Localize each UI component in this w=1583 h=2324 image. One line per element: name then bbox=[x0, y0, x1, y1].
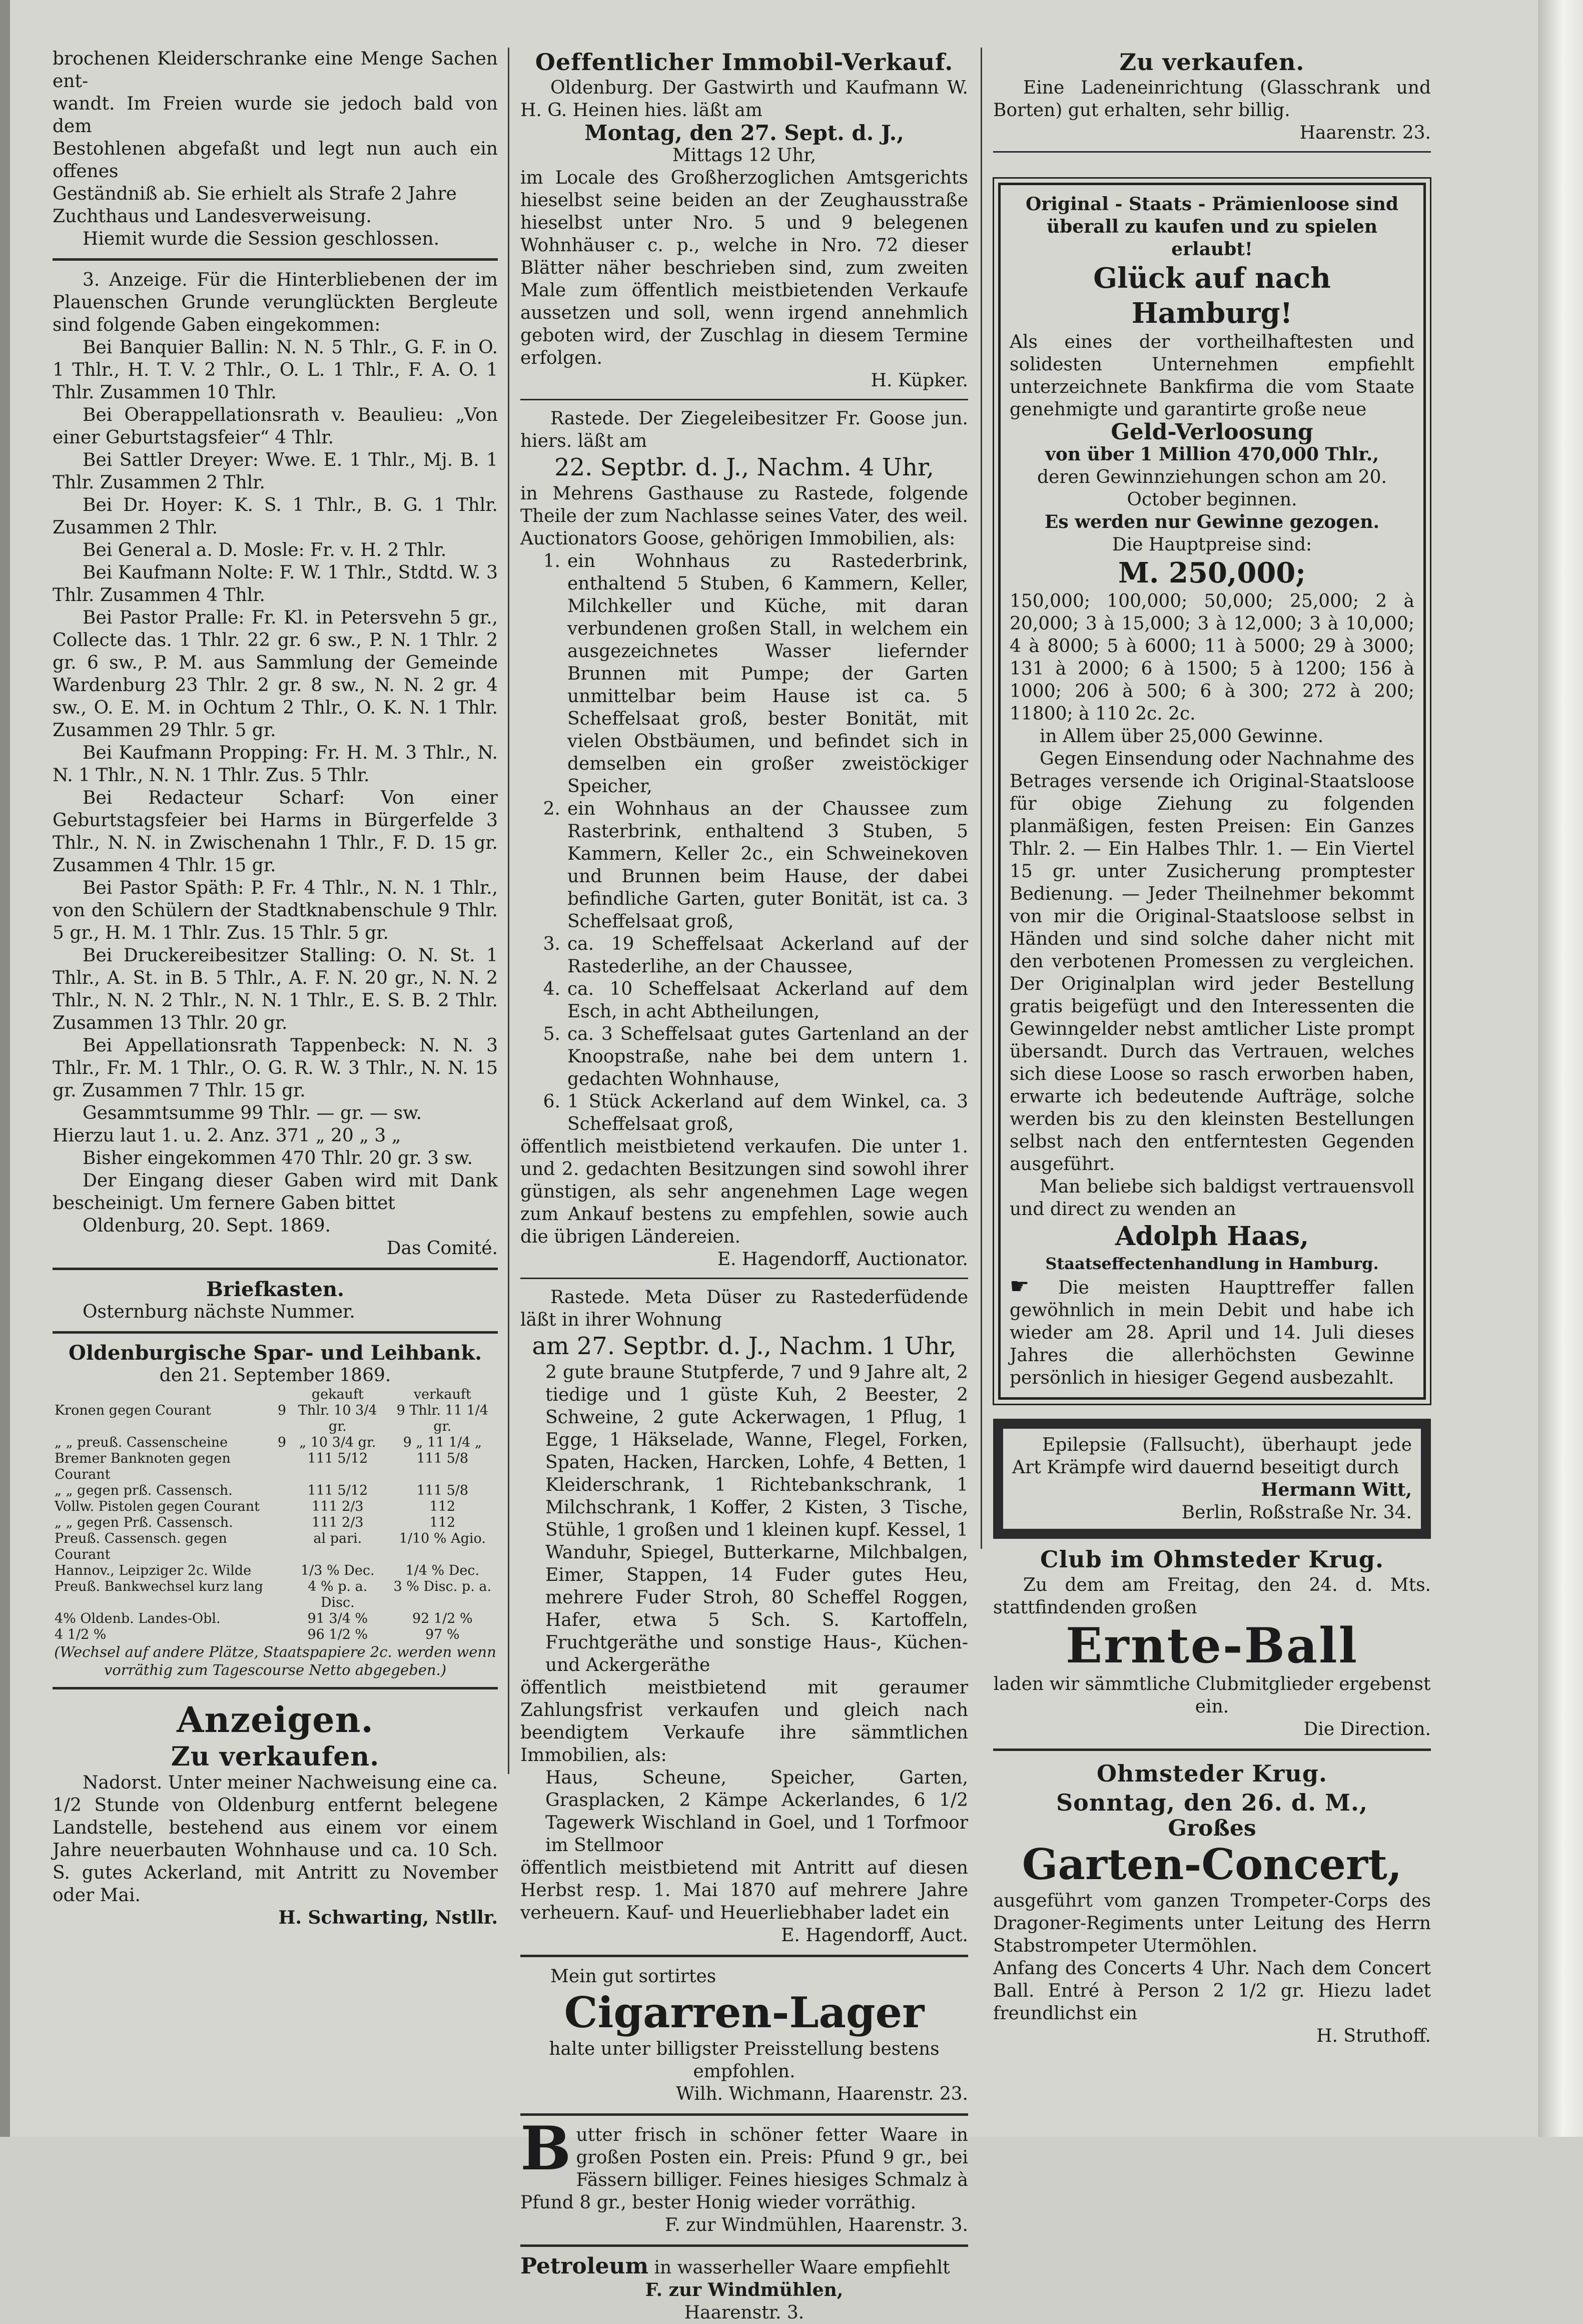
lottery-title: Glück auf nach Hamburg! bbox=[1093, 262, 1331, 330]
divider bbox=[520, 2244, 968, 2247]
list-item-text: ca. 3 Scheffelsaat gutes Gartenland an der Knoopstraße, nahe bei dem untern 1. gedachten Wohnhause, bbox=[567, 1024, 968, 1089]
lottery-top-prize: M. 250,000; bbox=[1118, 556, 1306, 590]
divider bbox=[53, 258, 498, 261]
table-row bbox=[53, 1515, 498, 1531]
donation-entry: Bei Oberappellationsrath v. Beaulieu: „Von einer Geburtstagsfeier“ 4 Thlr. bbox=[53, 405, 498, 448]
cigar-text: halte unter billigster Preisstellung bestens empfohlen. bbox=[549, 2039, 940, 2082]
lottery-intro: Als eines der vortheilhaftesten und solidesten Unternehmen empfiehlt unterzeichnete Bankfirma die vom Staate genehmigte und garantirte große neue bbox=[1010, 332, 1414, 420]
table-cell: „ „ gegen Prß. Cassensch. bbox=[55, 1515, 233, 1530]
table-cell: 9 Thlr. 11 1/4 gr. bbox=[396, 1403, 488, 1434]
rastede1-signature: E. Hagendorff, Auctionator. bbox=[717, 1249, 968, 1270]
list-item bbox=[520, 978, 968, 1023]
table-cell: Preuß. Cassensch. gegen Courant bbox=[55, 1531, 227, 1562]
column-2 bbox=[520, 48, 968, 2324]
list-item-number: 5. bbox=[543, 1024, 560, 1044]
divider bbox=[520, 2113, 968, 2116]
list-item-number: 2. bbox=[543, 799, 560, 819]
lottery-note: Die meisten Haupttreffer fallen gewöhnlich in mein Debit und habe ich wieder am 28. April und 14. Juli dieses Jahres die allerhöchsten Gewinne persönlich in hiesiger Gegend ausbezahlt. bbox=[1010, 1278, 1414, 1388]
lottery-headline: Original - Staats - Prämienloose sind überall zu kaufen und zu spielen erlaubt! bbox=[1025, 194, 1399, 260]
total-line: Gesammtsumme 99 Thlr. — gr. — sw. bbox=[83, 1103, 422, 1123]
table-row bbox=[53, 1483, 498, 1499]
list-item-text: 1 Stück Ackerland auf dem Winkel, ca. 3 Scheffelsaat groß, bbox=[567, 1091, 968, 1134]
club-title: Club im Ohmsteder Krug. bbox=[1040, 1546, 1384, 1573]
table-cell: 111 2/3 bbox=[312, 1515, 364, 1530]
table-cell: 3 % Disc. p. a. bbox=[393, 1579, 492, 1594]
club-event: Ernte-Ball bbox=[1065, 1617, 1359, 1674]
table-cell bbox=[276, 1483, 288, 1499]
table-cell bbox=[276, 1563, 288, 1579]
list-item-text: ca. 19 Scheffelsaat Ackerland auf der Rastederlihe, an der Chaussee, bbox=[567, 934, 968, 977]
rastede2-date: am 27. Septbr. d. J., Nachm. 1 Uhr, bbox=[532, 1332, 957, 1360]
list-item-text: ca. 10 Scheffelsaat Ackerland auf dem Esch, in acht Abtheilungen, bbox=[567, 979, 968, 1022]
letterbox-title: Briefkasten. bbox=[206, 1278, 344, 1301]
club-text: Zu dem am Freitag, den 24. d. Mts. stattfindenden großen bbox=[993, 1575, 1431, 1618]
table-cell: al pari. bbox=[313, 1531, 362, 1546]
committee-signature: Das Comité. bbox=[386, 1238, 498, 1259]
list-item-text: ein Wohnhaus zu Rastederbrink, enthaltend 5 Stuben, 6 Kammern, Keller, Milchkeller und Küche, mit daran verbundenen großen Stall, in welchem ein ausgezeichnetes Wasser liefernder Brunnen mit Pumpe; der Garten unmittelbar beim Hause ist ca. 5 Scheffelsaat groß, bester Bonität, mit vielen Obstbäumen, und befindet sich in demselben ein großer zweistöckiger Speicher, bbox=[567, 551, 968, 797]
divider bbox=[520, 1278, 968, 1279]
rastede1-date: 22. Septbr. d. J., Nachm. 4 Uhr, bbox=[554, 453, 934, 481]
list-item-number: 6. bbox=[543, 1091, 560, 1112]
epilepsy-text: Epilepsie (Fallsucht), überhaupt jede Art Krämpfe wird dauernd beseitigt durch bbox=[1012, 1435, 1412, 1478]
auction-intro: Oldenburg. Der Gastwirth und Kaufmann W. H. G. Heinen hies. läßt am bbox=[520, 78, 968, 121]
book-spine bbox=[1538, 0, 1583, 2137]
donation-list bbox=[53, 269, 498, 1260]
table-row bbox=[53, 1531, 498, 1563]
rastede2-tail: öffentlich meistbietend mit Antritt auf diesen Herbst resp. 1. Mai 1870 auf mehrere Jahre verheuern. Kauf- und Heuerliebhaber ladet ein bbox=[520, 1858, 968, 1923]
lottery-start: deren Gewinnziehungen schon am 20. October beginnen. bbox=[1037, 467, 1387, 510]
rastede2-property: Haus, Scheune, Speicher, Garten, Grasplacken, 2 Kämpe Ackerlandes, 6 1/2 Tagewerk Wischland in Goel, und 1 Torfmoor im Stellmoor bbox=[545, 1768, 968, 1856]
bank-note: (Wechsel auf andere Plätze, Staatspapiere 2c. werden wenn vorräthig zum Tagescourse Netto abgegeben.) bbox=[54, 1643, 496, 1678]
rastede1-lead: in Mehrens Gasthause zu Rastede, folgende Theile der zum Nachlasse seines Vater, des weil. Auctionators Goose, gehörigen Immobilien, als: bbox=[520, 483, 968, 549]
rastede2-mid: öffentlich meistbietend mit geraumer Zahlungsfrist verkaufen und gleich nach beendigtem Verkaufe ihre sämmtlichen Immobilien, als: bbox=[520, 1677, 968, 1766]
table-cell: 1/10 % Agio. bbox=[399, 1531, 486, 1546]
table-cell: 111 5/8 bbox=[416, 1451, 469, 1466]
table-cell: 4 1/2 % bbox=[55, 1627, 107, 1642]
table-header: gekauft bbox=[311, 1387, 364, 1402]
table-header bbox=[276, 1387, 288, 1403]
concert-date: Sonntag, den 26. d. M., bbox=[1056, 1789, 1368, 1816]
table-cell: 97 % bbox=[425, 1627, 460, 1642]
concert-place: Ohmsteder Krug. bbox=[1096, 1760, 1328, 1787]
concert-start: Anfang des Concerts 4 Uhr. Nach dem Concert Ball. Entré à Person 2 1/2 gr. Hiezu ladet freundlichst ein bbox=[993, 1958, 1431, 2024]
lottery-ad-frame bbox=[998, 183, 1426, 1400]
table-cell: 9 bbox=[277, 1403, 287, 1418]
lottery-only: Es werden nur Gewinne gezogen. bbox=[1044, 511, 1380, 532]
table-row bbox=[53, 1451, 498, 1483]
list-item bbox=[520, 798, 968, 933]
cigar-signature: Wilh. Wichmann, Haarenstr. 23. bbox=[676, 2084, 968, 2104]
rastede2-goods: 2 gute braune Stutpferde, 7 und 9 Jahre alt, 2 tiedige und 1 güste Kuh, 2 Beester, 2 Schweine, 2 gute Ackerwagen, 1 Pflug, 1 Egge, 1 Häkselade, Wanne, Flegel, Forken, Spaten, Hacken, Harcken, Lohfe, 4 Betten, 1 Kleiderschrank, 1 Richtebankschrank, 1 Milchschrank, 1 Koffer, 2 Kisten, 3 Tische, Stühle, 1 großen und 1 kleinen kupf. Kessel, 1 Wanduhr, Spiegel, Butterkarne, Milchbalgen, Eimer, Stappen, 14 Fuder gutes Heu, mehrere Fuder Stroh, 80 Scheffel Roggen, Hafer, etwa 5 Sch. S. Kartoffeln, Fruchtgeräthe und sonstige Haus-, Küchen- und Ackergeräthe bbox=[545, 1362, 968, 1675]
sale-text: Eine Ladeneinrichtung (Glasschrank und Borten) gut erhalten, sehr billig. bbox=[993, 78, 1431, 121]
total-line: Hierzu laut 1. u. 2. Anz. 371 „ 20 „ 3 „ bbox=[53, 1125, 401, 1146]
lottery-name: Adolph Haas, bbox=[1115, 1221, 1309, 1252]
lottery-subtitle: Geld-Verloosung bbox=[1111, 419, 1313, 445]
auction-time: Mittags 12 Uhr, bbox=[672, 145, 817, 166]
table-cell: Vollw. Pistolen gegen Courant bbox=[55, 1499, 260, 1514]
concert-big: Großes bbox=[1168, 1816, 1256, 1841]
sale-title: Zu verkaufen. bbox=[1119, 49, 1305, 76]
divider bbox=[53, 1331, 498, 1334]
concert-title: Garten-Concert, bbox=[1022, 1840, 1402, 1889]
petroleum-text: in wasserheller Waare empfiehlt bbox=[654, 2257, 950, 2278]
table-header-row bbox=[53, 1387, 498, 1403]
left-page-edge bbox=[0, 0, 10, 2137]
court-line: brochenen Kleiderschranke eine Menge Sachen ent- bbox=[53, 49, 498, 92]
court-line: Geständniß ab. Sie erhielt als Strafe 2 Jahre bbox=[53, 184, 457, 204]
column-1 bbox=[53, 48, 498, 1929]
auction-signature: H. Küpker. bbox=[871, 370, 968, 391]
table-cell: 111 2/3 bbox=[312, 1499, 364, 1514]
table-cell bbox=[276, 1579, 288, 1611]
donation-entry: Bei Redacteur Scharf: Von einer Geburtstagsfeier bei Harms in Bürgerfelde 3 Thlr., N. N. in Zwischenahn 1 Thlr., F. D. 15 gr. Zusammen 4 Thlr. 15 gr. bbox=[53, 788, 498, 876]
epilepsy-address: Berlin, Roßstraße Nr. 34. bbox=[1181, 1502, 1412, 1523]
table-cell: 4 % p. a. Disc. bbox=[308, 1579, 368, 1610]
bank-title: Oldenburgische Spar- und Leihbank. bbox=[68, 1341, 482, 1365]
rastede2-signature: E. Hagendorff, Auct. bbox=[781, 1925, 968, 1946]
divider bbox=[53, 1268, 498, 1270]
total-line: Bisher eingekommen 470 Thlr. 20 gr. 3 sw. bbox=[83, 1148, 473, 1169]
table-cell: „ 10 3/4 gr. bbox=[299, 1435, 376, 1450]
donation-entry: Bei Kaufmann Nolte: F. W. 1 Thlr., Stdtd. W. 3 Thlr. Zusammen 4 Thlr. bbox=[53, 562, 498, 606]
property-list bbox=[520, 550, 968, 1135]
drop-cap: B bbox=[520, 2113, 571, 2184]
sale-title: Zu verkaufen. bbox=[171, 1741, 380, 1772]
table-cell: 1/4 % Dec. bbox=[405, 1563, 480, 1578]
court-line: Bestohlenen abgefaßt und legt nun auch ein offenes bbox=[53, 139, 498, 182]
table-cell: Preuß. Bankwechsel kurz lang bbox=[55, 1579, 263, 1594]
table-cell: 9 bbox=[277, 1435, 287, 1450]
epilepsy-name: Hermann Witt, bbox=[1261, 1479, 1412, 1500]
list-item-number: 4. bbox=[543, 979, 560, 999]
petroleum-address: Haarenstr. 3. bbox=[684, 2302, 805, 2323]
table-cell bbox=[276, 1515, 288, 1531]
court-line: Hiemit wurde die Session geschlossen. bbox=[83, 229, 440, 249]
letterbox-text: Osternburg nächste Nummer. bbox=[83, 1302, 355, 1322]
donation-entry: Bei Appellationsrath Tappenbeck: N. N. 3 Thlr., Fr. M. 1 Thlr., O. G. R. W. 3 Thlr., N. N. 15 gr. Zusammen 7 Thlr. 15 gr. bbox=[53, 1035, 498, 1101]
butter-ad bbox=[520, 2113, 968, 2236]
ads-title: Anzeigen. bbox=[177, 1699, 374, 1740]
table-cell: 4% Oldenb. Landes-Obl. bbox=[55, 1611, 221, 1626]
table-cell: 112 bbox=[429, 1499, 456, 1514]
divider bbox=[520, 399, 968, 400]
table-cell: 91 3/4 % bbox=[307, 1611, 368, 1626]
exchange-rate-table bbox=[53, 1387, 498, 1643]
table-header: verkauft bbox=[413, 1387, 471, 1402]
table-cell bbox=[276, 1499, 288, 1515]
donation-entry: Bei Sattler Dreyer: Wwe. E. 1 Thlr., Mj. B. 1 Thlr. Zusammen 2 Thlr. bbox=[53, 450, 498, 493]
concert-signature: H. Struthoff. bbox=[1316, 2026, 1431, 2046]
lottery-request: Man beliebe sich baldigst vertrauensvoll und direct zu wenden an bbox=[1010, 1177, 1414, 1220]
table-cell: „ „ gegen prß. Cassensch. bbox=[55, 1483, 233, 1498]
table-cell: 111 5/8 bbox=[416, 1483, 469, 1498]
donation-entry: Bei Dr. Hoyer: K. S. 1 Thlr., B. G. 1 Thlr. Zusammen 2 Thlr. bbox=[53, 495, 498, 538]
rastede1-intro: Rastede. Der Ziegeleibesitzer Fr. Goose jun. hiers. läßt am bbox=[520, 408, 968, 451]
table-row bbox=[53, 1611, 498, 1627]
list-item-text: ein Wohnhaus an der Chaussee zum Rasterbrink, enthaltend 3 Stuben, 5 Kammern, Keller 2c., ein Schweinekoven und Brunnen beim Hause, der dabei befindliche Garten, guter Bonität, ist ca. 3 Scheffelsaat groß, bbox=[567, 799, 968, 932]
list-item bbox=[520, 1023, 968, 1090]
lottery-firm: Staatseffectenhandlung in Hamburg. bbox=[1045, 1254, 1379, 1273]
divider bbox=[53, 1687, 498, 1689]
sale-signature: H. Schwarting, Nstllr. bbox=[278, 1907, 498, 1928]
bank-date: den 21. September 1869. bbox=[159, 1365, 391, 1386]
butter-signature: F. zur Windmühlen, Haarenstr. 3. bbox=[664, 2215, 968, 2235]
thanks-text: Der Eingang dieser Gaben wird mit Dank bescheinigt. Um fernere Gaben bittet bbox=[53, 1171, 498, 1214]
court-report bbox=[53, 48, 498, 250]
lottery-main: Die Hauptpreise sind: bbox=[1112, 534, 1312, 555]
auction-date: Montag, den 27. Sept. d. J., bbox=[584, 121, 904, 145]
table-cell: Bremer Banknoten gegen Courant bbox=[55, 1451, 231, 1482]
donation-entry: Bei Druckereibesitzer Stalling: O. N. St. 1 Thlr., A. St. in B. 5 Thlr., A. F. N. 20 gr., N. N. 2 Thlr., N. N. 2 Thlr., N. N. 1 Thlr., E. S. B. 2 Thlr. Zusammen 13 Thlr. 20 gr. bbox=[53, 945, 498, 1033]
club-signature: Die Direction. bbox=[1303, 1719, 1431, 1739]
list-item-number: 3. bbox=[543, 934, 560, 954]
cigar-lead: Mein gut sortirtes bbox=[550, 1966, 716, 1987]
court-line: Zuchthaus und Landesverweisung. bbox=[53, 206, 372, 227]
sale-address: Haarenstr. 23. bbox=[1299, 123, 1431, 143]
divider bbox=[993, 151, 1431, 153]
table-row bbox=[53, 1627, 498, 1643]
petroleum-seller: F. zur Windmühlen, bbox=[645, 2279, 844, 2300]
butter-text: utter frisch in schöner fetter Waare in großen Posten ein. Preis: Pfund 9 gr., bei Fässern billiger. Feines hiesiges Schmalz à Pfund 8 gr., bester Honig wieder vorräthig. bbox=[520, 2125, 968, 2213]
table-row bbox=[53, 1499, 498, 1515]
table-cell: Hannov., Leipziger 2c. Wilde bbox=[55, 1563, 252, 1578]
table-cell: Kronen gegen Courant bbox=[55, 1403, 211, 1418]
court-line: wandt. Im Freien wurde sie jedoch bald von dem bbox=[53, 94, 498, 137]
table-cell bbox=[276, 1531, 288, 1563]
column-divider-1 bbox=[508, 48, 509, 1774]
table-header bbox=[53, 1387, 276, 1403]
table-cell: 92 1/2 % bbox=[412, 1611, 473, 1626]
pointing-hand-icon: ☛ bbox=[1010, 1274, 1030, 1299]
table-row bbox=[53, 1403, 498, 1435]
table-row bbox=[53, 1435, 498, 1451]
lottery-sum: von über 1 Million 470,000 Thlr., bbox=[1045, 444, 1379, 465]
table-cell: „ „ preuß. Cassenscheine bbox=[55, 1435, 228, 1450]
place-date: Oldenburg, 20. Sept. 1869. bbox=[83, 1216, 331, 1236]
table-cell: Thlr. 10 3/4 gr. bbox=[298, 1403, 377, 1434]
table-cell: 1/3 % Dec. bbox=[301, 1563, 375, 1578]
cigar-title: Cigarren-Lager bbox=[564, 1988, 925, 2037]
divider bbox=[520, 1955, 968, 1957]
list-item bbox=[520, 1090, 968, 1135]
club-invite: laden wir sämmtliche Clubmitglieder ergebenst ein. bbox=[993, 1674, 1431, 1717]
table-row bbox=[53, 1579, 498, 1611]
table-cell bbox=[276, 1451, 288, 1483]
donation-entry: Bei Pastor Pralle: Fr. Kl. in Petersvehn 5 gr., Collecte das. 1 Thlr. 22 gr. 6 sw., P. N. 1 Thlr. 2 gr. 6 sw., P. M. aus Sammlung der Gemeinde Wardenburg 23 Thlr. 2 gr. 8 sw., N. N. 2 gr. 4 sw., O. E. M. in Ochtum 2 Thlr., O. K. N. 1 Thlr. Zusammen 29 Thlr. 5 gr. bbox=[53, 608, 498, 741]
sale-text: Nadorst. Unter meiner Nachweisung eine ca. 1/2 Stunde von Oldenburg entfernt belegene Landstelle, bestehend aus einem vor einem Jahre neuerbauten Wohnhause und ca. 10 Sch. S. gutes Ackerland, mit Antritt zu November oder Mai. bbox=[53, 1773, 498, 1906]
table-cell: 9 „ 11 1/4 „ bbox=[403, 1435, 482, 1450]
concert-text: ausgeführt vom ganzen Trompeter-Corps des Dragoner-Regiments unter Leitung des Herrn Stabstrompeter Utermöhlen. bbox=[993, 1891, 1431, 1956]
table-cell: 96 1/2 % bbox=[307, 1627, 368, 1642]
list-item bbox=[520, 550, 968, 798]
auction-text: im Locale des Großherzoglichen Amtsgerichts hieselbst seine beiden an der Zeughausstraße hieselbst unter Nro. 5 und 9 belegenen Wohnhäuser c. p., welche in Nro. 72 dieser Blätter näher beschrieben sind, zum zweiten Male zum öffentlich meistbietenden Verkaufe aussetzen und soll, wenn irgend annehmlich geboten wird, der Zuschlag in diesem Termine erfolgen. bbox=[520, 168, 968, 368]
column-divider-2 bbox=[981, 48, 982, 1549]
donation-entry: Bei Banquier Ballin: N. N. 5 Thlr., G. F. in O. 1 Thlr., H. T. V. 2 Thlr., O. L. 1 Thlr., F. A. O. 1 Thlr. Zusammen 10 Thlr. bbox=[53, 337, 498, 403]
epilepsy-ad bbox=[993, 1419, 1431, 1539]
table-cell bbox=[276, 1611, 288, 1627]
donation-entry: Bei General a. D. Mosle: Fr. v. H. 2 Thlr. bbox=[83, 540, 447, 560]
petroleum-word: Petroleum bbox=[520, 2253, 649, 2279]
petroleum-ad bbox=[520, 2255, 968, 2324]
table-body bbox=[53, 1403, 498, 1643]
list-item bbox=[520, 933, 968, 978]
table-cell bbox=[276, 1627, 288, 1643]
rastede1-tail: öffentlich meistbietend verkaufen. Die unter 1. und 2. gedachten Besitzungen sind sowohl ihrer günstigen, als sehr angenehmen Lage wegen zum Ankauf bestens zu empfehlen, sowie auch die übrigen Ländereien. bbox=[520, 1136, 968, 1247]
donation-entry: Bei Kaufmann Propping: Fr. H. M. 3 Thlr., N. N. 1 Thlr., N. N. 1 Thlr. Zus. 5 Thlr. bbox=[53, 743, 498, 786]
column-3 bbox=[993, 48, 1431, 2047]
lottery-body: Gegen Einsendung oder Nachnahme des Betrages versende ich Original-Staatsloose für obige Ziehung zu folgenden planmäßigen, festen Preisen: Ein Ganzes Thlr. 2. — Ein Halbes Thlr. 1. — Ein Viertel 15 gr. unter Zusicherung promptester Bedienung. — Jeder Theilnehmer bekommt von mir die Original-Staatsloose selbst in Händen und sind solche daher nicht mit den verbotenen Promessen zu vergleichen. Der Originalplan wird jeder Bestellung gratis beigefügt und den Interessenten die Gewinngelder nebst amtlicher Liste prompt übersandt. Durch das Vertrauen, welches sich diese Loose so rasch erworben haben, erwarte ich bedeutende Aufträge, solche werden bis zu den kleinsten Bestellungen selbst nach den entferntesten Gegenden ausgeführt. bbox=[1010, 749, 1414, 1175]
donation-entry: 3. Anzeige. Für die Hinterbliebenen der im Plauenschen Grunde verunglückten Bergleute sind folgende Gaben eingekommen: bbox=[53, 270, 498, 335]
donation-entry: Bei Pastor Späth: P. Fr. 4 Thlr., N. N. 1 Thlr., von den Schülern der Stadtknabenschule 9 Thlr. 5 gr., H. M. 1 Thlr. Zus. 15 Thlr. 5 gr. bbox=[53, 878, 498, 943]
table-cell: 112 bbox=[429, 1515, 456, 1530]
auction-title: Oeffentlicher Immobil-Verkauf. bbox=[535, 49, 954, 76]
rastede2-intro: Rastede. Meta Düser zu Rastederfüdende läßt in ihrer Wohnung bbox=[520, 1287, 968, 1330]
table-row bbox=[53, 1563, 498, 1579]
lottery-prizes: 150,000; 100,000; 50,000; 25,000; 2 à 20,000; 3 à 15,000; 3 à 12,000; 3 à 10,000; 4 à 8000; 5 à 6000; 11 à 5000; 29 à 3000; 131 à 2000; 6 à 1500; 5 à 1200; 156 à 1000; 206 à 500; 6 à 300; 272 à 200; 11800; à 110 2c. 2c. bbox=[1010, 591, 1414, 724]
table-cell: 111 5/12 bbox=[307, 1451, 368, 1466]
table-cell: 111 5/12 bbox=[307, 1483, 368, 1498]
lottery-total: in Allem über 25,000 Gewinne. bbox=[1040, 726, 1324, 747]
list-item-number: 1. bbox=[543, 551, 560, 571]
divider bbox=[993, 1749, 1431, 1751]
